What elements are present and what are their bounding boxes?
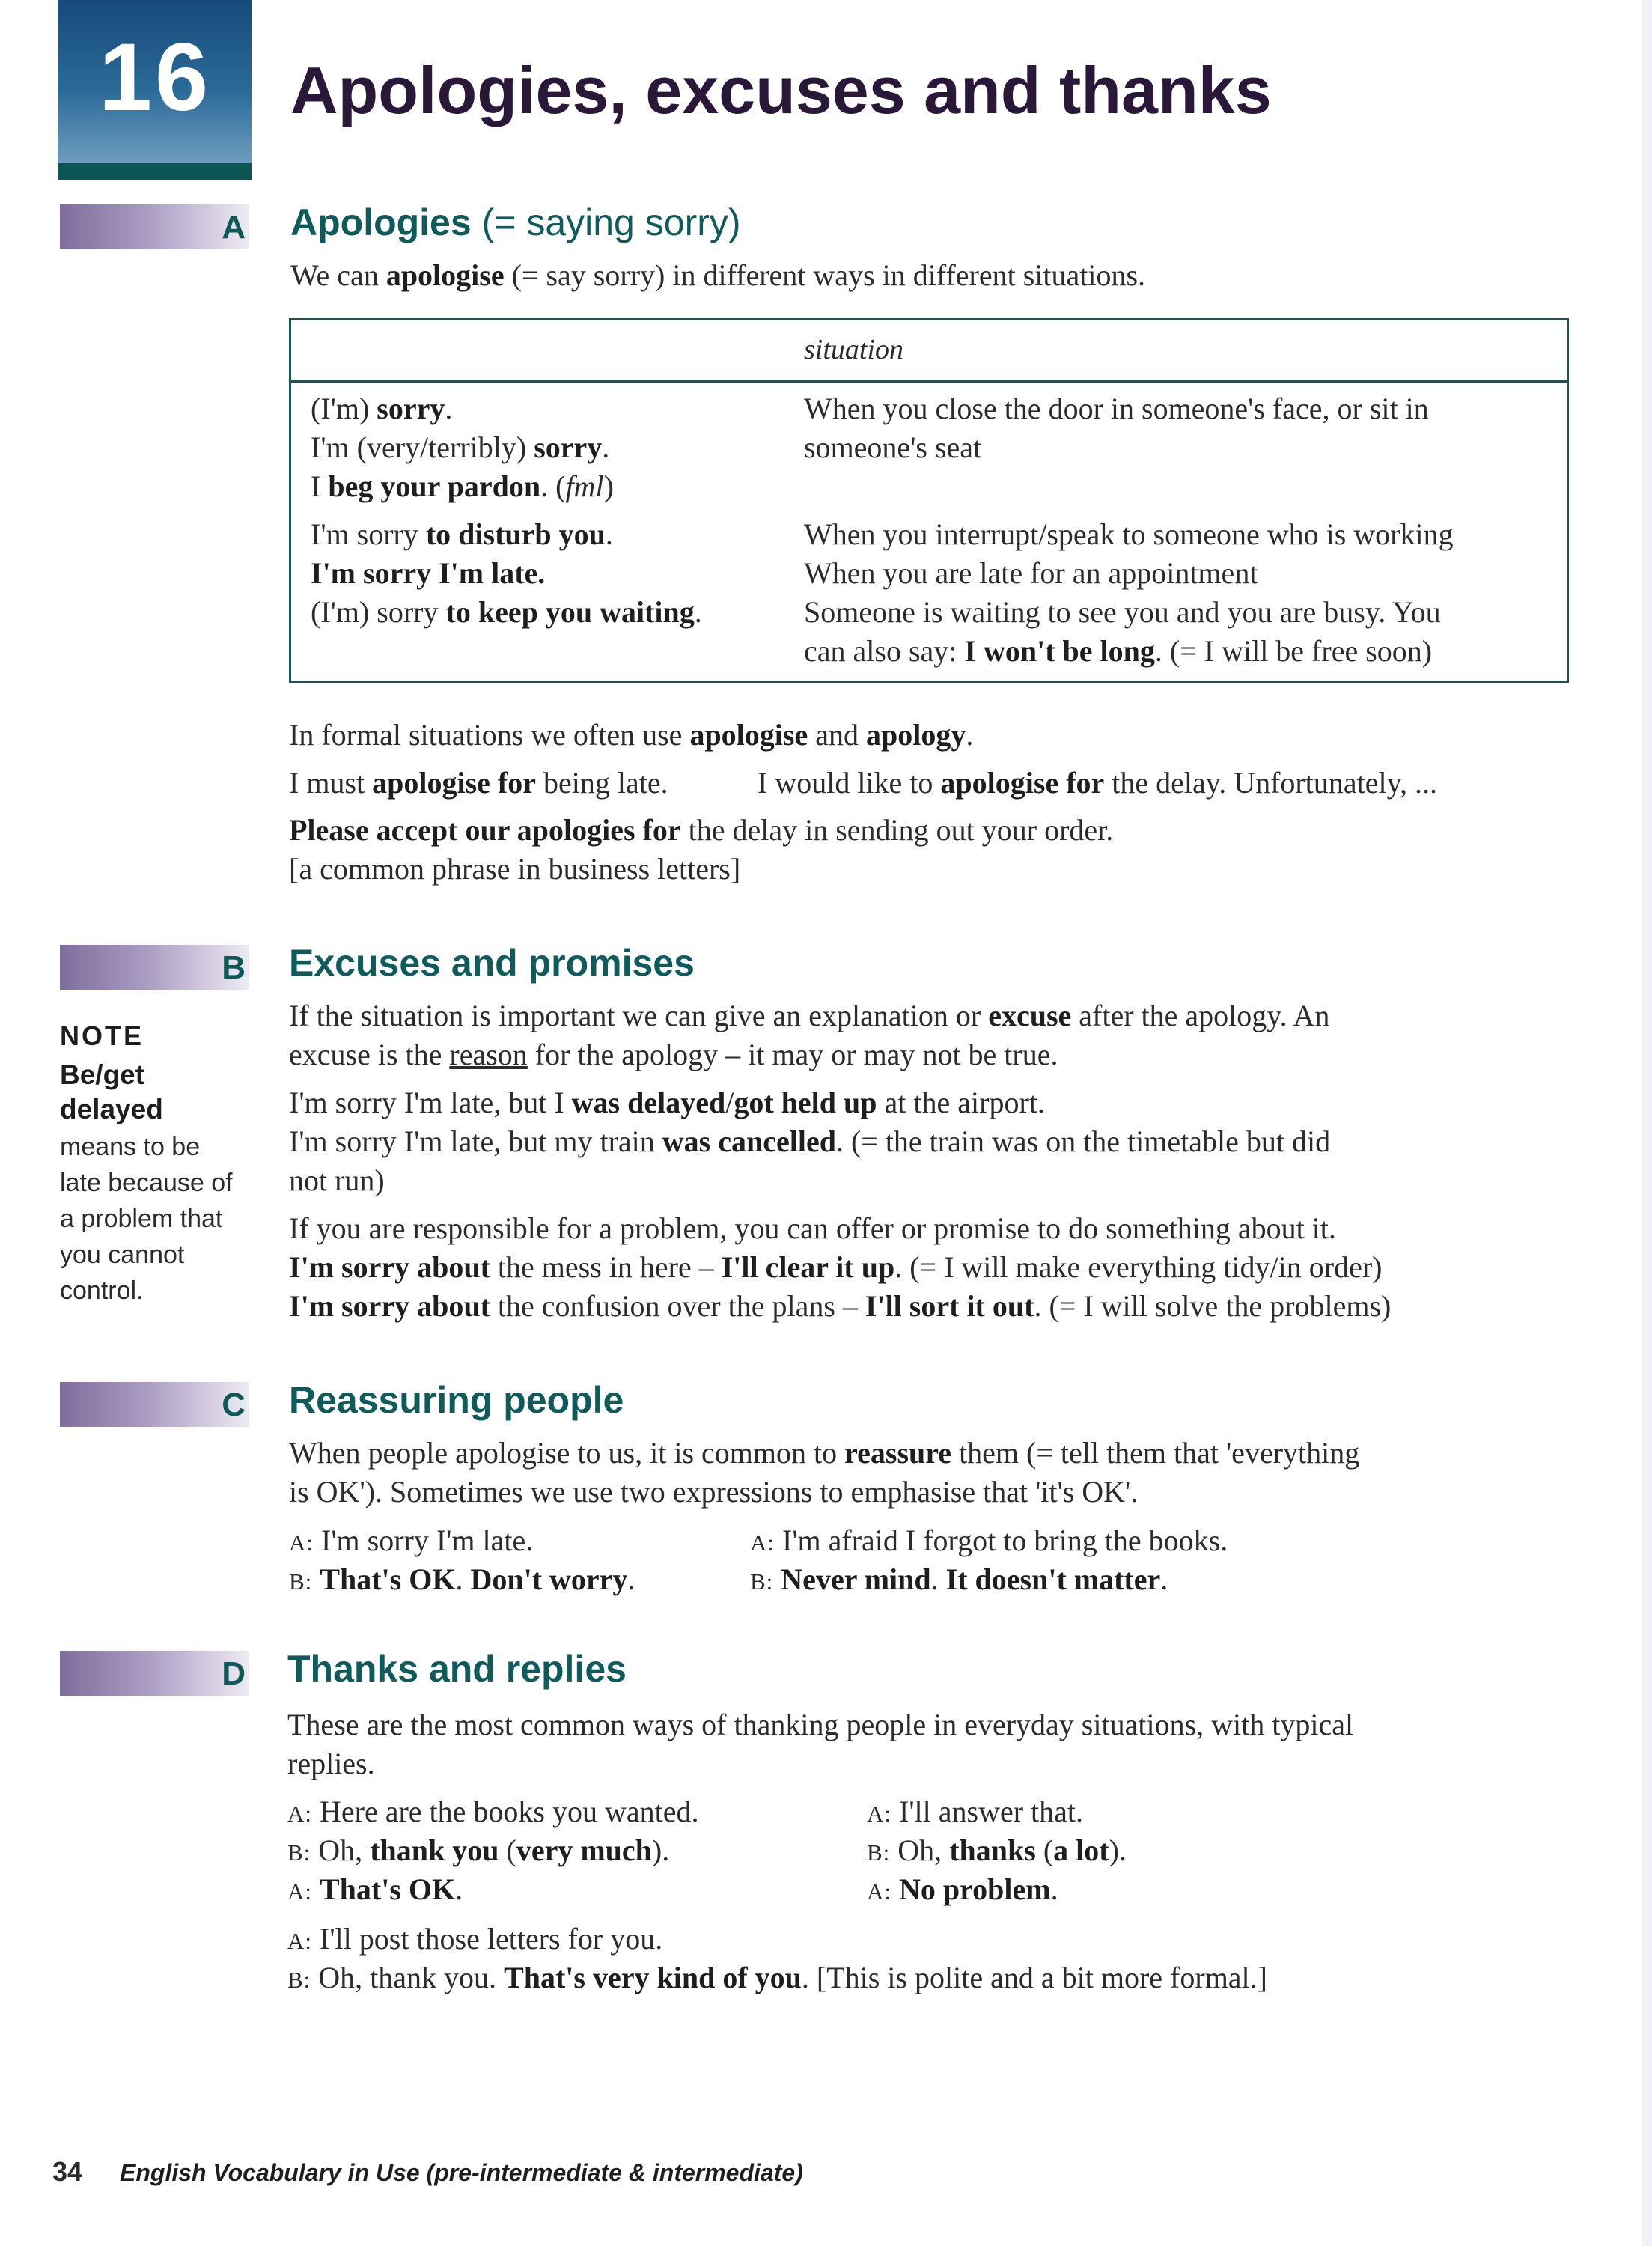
key-term: was delayed xyxy=(571,1086,726,1119)
section-d-paragraph: These are the most common ways of thanking people in everyday situations, with typical xyxy=(287,1708,1354,1741)
example-note: [a common phrase in business letters] xyxy=(289,852,741,886)
example-sentence xyxy=(289,1288,1391,1324)
example-sentence xyxy=(758,765,1437,800)
text: . xyxy=(445,392,453,425)
key-term: to disturb you xyxy=(425,517,606,551)
text: I'll post those letters for you. xyxy=(320,1922,663,1956)
text: the mess in here – xyxy=(490,1250,722,1284)
text: I'm sorry I'm late. xyxy=(321,1524,534,1557)
note-term: delayed xyxy=(60,1094,163,1124)
text: If the situation is important we can give an explanation or xyxy=(289,999,989,1032)
situation-text: When you interrupt/speak to someone who is working xyxy=(804,517,1454,551)
text: I'm sorry I'm late, but I xyxy=(289,1086,572,1119)
section-c-paragraph xyxy=(289,1435,1359,1470)
text: . xyxy=(1160,1562,1168,1596)
text: I would like to xyxy=(758,766,941,800)
text: . (= I will solve the problems) xyxy=(1034,1289,1392,1323)
section-d-letter: D xyxy=(222,1655,246,1692)
text: . xyxy=(455,1562,471,1596)
note-text: late because of xyxy=(60,1169,233,1197)
situation-text: someone's seat xyxy=(804,430,982,464)
key-term: Please accept our apologies for xyxy=(289,813,681,847)
text: can also say: xyxy=(804,634,965,668)
dialogue-line xyxy=(287,1872,463,1907)
phrase-row xyxy=(311,517,613,552)
situation-text: When you are late for an appointment xyxy=(804,556,1258,590)
page-number: 34 xyxy=(52,2156,83,2187)
formal-intro xyxy=(289,717,973,752)
key-term: That's OK xyxy=(320,1562,456,1596)
situation-text: When you close the door in someone's face, or sit in xyxy=(804,392,1429,425)
page-edge-shading xyxy=(1642,0,1652,2246)
text: ( xyxy=(499,1833,516,1867)
text: at the airport. xyxy=(877,1086,1045,1119)
speaker-label: A: xyxy=(287,1878,312,1905)
key-term: thanks xyxy=(949,1833,1036,1867)
key-term: beg your pardon xyxy=(328,469,541,503)
text: the delay. Unfortunately, ... xyxy=(1104,766,1437,800)
text: ( xyxy=(1035,1833,1054,1867)
text: We can xyxy=(290,258,386,292)
speaker-label: A: xyxy=(289,1530,314,1556)
text: after the apology. An xyxy=(1071,999,1330,1032)
text: and xyxy=(808,718,866,752)
note-text: control. xyxy=(60,1276,144,1305)
text: . ( xyxy=(540,469,566,503)
key-term: I won't be long xyxy=(964,634,1155,668)
key-term: apologise for xyxy=(372,766,536,800)
dialogue-line xyxy=(289,1523,533,1558)
key-term: I'm sorry about xyxy=(289,1289,490,1323)
key-term: excuse xyxy=(988,999,1072,1032)
text: I'm sorry I'm late, but my train xyxy=(289,1124,662,1158)
unit-box-underline xyxy=(58,163,252,180)
phrase-row: I'm sorry I'm late. xyxy=(311,556,546,590)
key-term: sorry xyxy=(377,392,445,425)
speaker-label: B: xyxy=(750,1568,774,1595)
dialogue-line xyxy=(287,1921,662,1956)
example-sentence xyxy=(289,765,668,800)
table-header-rule xyxy=(289,380,1569,383)
text: Oh, thank you. xyxy=(318,1961,505,1994)
text: (= say sorry) in different ways in different situations. xyxy=(504,258,1146,292)
key-term: apology xyxy=(866,718,966,752)
note-text: means to be xyxy=(60,1133,201,1161)
situation-text xyxy=(804,633,1432,669)
section-c-letter: C xyxy=(222,1387,246,1423)
key-term: That's very kind of you xyxy=(504,1961,802,1994)
section-b-paragraph xyxy=(289,1037,1058,1072)
note-text: you cannot xyxy=(60,1241,185,1269)
text: / xyxy=(725,1086,734,1119)
example-sentence xyxy=(289,1250,1382,1285)
text: (I'm) xyxy=(311,392,377,425)
speaker-label: B: xyxy=(287,1967,311,1993)
key-term: I'll clear it up xyxy=(721,1250,895,1284)
unit-title: Apologies, excuses and thanks xyxy=(290,53,1272,127)
dialogue-line xyxy=(750,1523,1228,1558)
dialogue-line xyxy=(287,1960,1267,1995)
dialogue-line xyxy=(287,1833,669,1868)
text: them (= tell them that 'everything xyxy=(951,1436,1360,1470)
text: (I'm) sorry xyxy=(311,595,446,629)
note-title: NOTE xyxy=(60,1020,144,1051)
text: I'm sorry xyxy=(311,517,426,551)
text: Here are the books you wanted. xyxy=(320,1795,699,1828)
text: . (= I will make everything tidy/in order) xyxy=(894,1250,1383,1284)
text: . (= I will be free soon) xyxy=(1154,634,1433,668)
text: . xyxy=(455,1872,463,1906)
dialogue-line xyxy=(867,1794,1083,1829)
key-term: to keep you waiting xyxy=(445,595,695,629)
key-term: That's OK xyxy=(320,1872,456,1906)
dialogue-line xyxy=(867,1872,1058,1907)
speaker-label: A: xyxy=(867,1878,891,1905)
key-term: apologise xyxy=(689,718,808,752)
dialogue-line xyxy=(287,1794,698,1829)
key-term: got held up xyxy=(734,1086,877,1119)
section-d-heading: Thanks and replies xyxy=(287,1648,627,1690)
section-a-title: Apologies xyxy=(290,201,472,243)
text: I must xyxy=(289,766,373,800)
text: excuse is the xyxy=(289,1038,450,1071)
text: . [This is polite and a bit more formal.] xyxy=(801,1961,1267,1994)
speaker-label: B: xyxy=(289,1568,313,1595)
text: Oh, xyxy=(318,1833,371,1867)
text: I'm afraid I forgot to bring the books. xyxy=(782,1524,1228,1557)
text: . (= the train was on the timetable but did xyxy=(835,1124,1331,1158)
unit-number: 16 xyxy=(98,24,212,131)
phrase-row xyxy=(311,430,609,465)
note-term: Be/get xyxy=(60,1059,145,1090)
key-term: It doesn't matter xyxy=(945,1562,1161,1596)
example-sentence xyxy=(289,812,1113,847)
section-a-title-note: (= saying sorry) xyxy=(481,201,741,243)
key-term: I'm sorry about xyxy=(289,1250,490,1284)
section-a-letter: A xyxy=(222,209,246,246)
formal-label: fml xyxy=(565,469,604,503)
speaker-label: A: xyxy=(867,1801,891,1827)
key-term: reassure xyxy=(844,1436,952,1470)
text: When people apologise to us, it is common to xyxy=(289,1436,845,1470)
phrase-row xyxy=(311,469,614,504)
key-term: very much xyxy=(516,1833,652,1867)
example-sentence xyxy=(289,1124,1330,1159)
key-term: apologise xyxy=(385,258,505,292)
text: the delay in sending out your order. xyxy=(680,813,1114,847)
key-term: a lot xyxy=(1053,1833,1109,1867)
section-b-letter: B xyxy=(222,949,246,986)
section-a-intro xyxy=(290,258,1145,293)
key-term: sorry xyxy=(534,430,603,464)
key-term: I'll sort it out xyxy=(865,1289,1034,1323)
text: . xyxy=(1050,1872,1058,1906)
speaker-label: A: xyxy=(287,1801,312,1827)
key-term: No problem xyxy=(899,1872,1051,1906)
key-term: apologise for xyxy=(940,766,1105,800)
text: ). xyxy=(651,1833,670,1867)
speaker-label: A: xyxy=(750,1530,775,1556)
text: the confusion over the plans – xyxy=(490,1289,865,1323)
text: . xyxy=(602,430,610,464)
phrase-row xyxy=(311,594,702,630)
key-term: thank you xyxy=(370,1833,499,1867)
key-term: was cancelled xyxy=(662,1124,836,1158)
book-title: English Vocabulary in Use (pre-intermediate & intermediate) xyxy=(120,2159,803,2186)
dialogue-line xyxy=(289,1562,635,1597)
dialogue-line xyxy=(867,1833,1127,1868)
text: . xyxy=(605,517,613,551)
speaker-label: B: xyxy=(287,1839,311,1866)
text: . xyxy=(694,595,702,629)
speaker-label: B: xyxy=(867,1839,891,1866)
phrase-row xyxy=(311,391,452,426)
section-a-heading xyxy=(290,201,741,244)
situation-text: Someone is waiting to see you and you are busy. You xyxy=(804,595,1441,629)
text: . xyxy=(627,1562,635,1596)
text: I'll answer that. xyxy=(899,1795,1084,1828)
section-b-paragraph: If you are responsible for a problem, you can offer or promise to do something about it. xyxy=(289,1211,1336,1245)
section-d-paragraph: replies. xyxy=(287,1747,375,1780)
section-c-paragraph: is OK'). Sometimes we use two expressions to emphasise that 'it's OK'. xyxy=(289,1475,1139,1509)
text: In formal situations we often use xyxy=(289,718,690,752)
note-text: a problem that xyxy=(60,1205,223,1233)
text: being late. xyxy=(536,766,668,800)
example-sentence xyxy=(289,1085,1045,1120)
dialogue-line xyxy=(750,1562,1168,1597)
section-b-paragraph xyxy=(289,998,1329,1033)
text: I xyxy=(311,469,329,503)
section-b-heading: Excuses and promises xyxy=(289,942,695,984)
section-c-heading: Reassuring people xyxy=(289,1379,624,1421)
underlined-term: reason xyxy=(449,1038,528,1071)
text: ). xyxy=(1109,1833,1127,1867)
text: I'm (very/terribly) xyxy=(311,430,534,464)
text: Oh, xyxy=(897,1833,950,1867)
example-sentence: not run) xyxy=(289,1163,385,1197)
speaker-label: A: xyxy=(287,1928,312,1954)
text: for the apology – it may or may not be true. xyxy=(527,1038,1058,1071)
text: . xyxy=(930,1562,946,1596)
key-term: Never mind xyxy=(781,1562,931,1596)
text: ) xyxy=(603,469,614,503)
key-term: Don't worry xyxy=(470,1562,628,1596)
text: . xyxy=(966,718,974,752)
table-header-situation: situation xyxy=(804,334,904,365)
